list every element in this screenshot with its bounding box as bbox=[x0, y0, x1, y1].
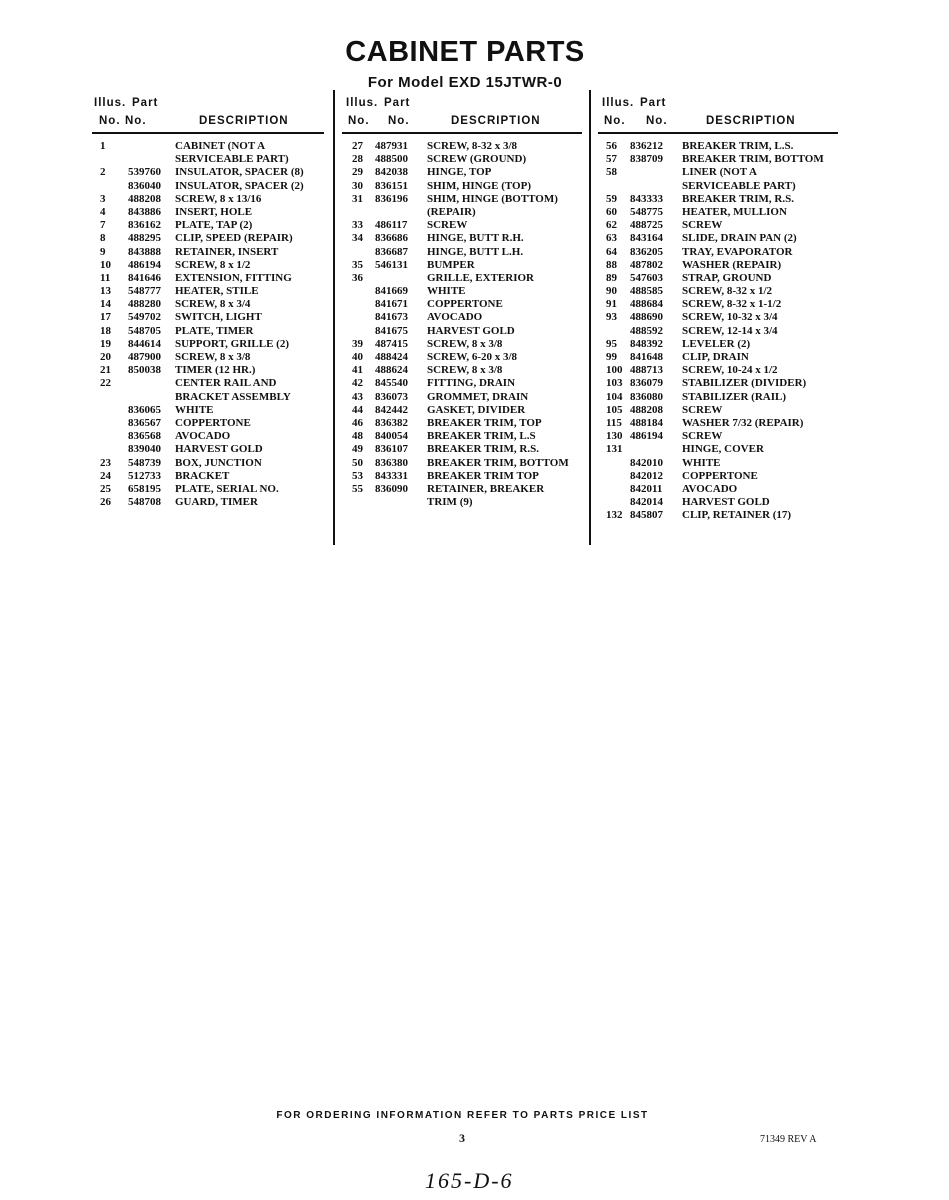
illus-number: 90 bbox=[606, 285, 617, 298]
part-description: HEATER, MULLION bbox=[682, 205, 787, 218]
header-part-no: No. bbox=[388, 115, 410, 127]
part-description: AVOCADO bbox=[427, 311, 483, 324]
part-number: 842012 bbox=[630, 469, 663, 482]
part-number: 486194 bbox=[630, 430, 663, 443]
part-description: SCREW, 8 x 3/8 bbox=[427, 364, 503, 377]
illus-number: 34 bbox=[352, 232, 363, 245]
revision-code: 71349 REV A bbox=[760, 1134, 817, 1145]
part-description: HINGE, BUTT R.H. bbox=[427, 232, 524, 245]
part-description: WHITE bbox=[682, 456, 721, 469]
part-number: 839040 bbox=[128, 443, 161, 456]
part-description: WHITE bbox=[175, 403, 214, 416]
illus-number: 25 bbox=[100, 482, 111, 495]
illus-number: 55 bbox=[352, 482, 363, 495]
page-number: 3 bbox=[459, 1131, 465, 1145]
part-description: GUARD, TIMER bbox=[175, 496, 258, 509]
part-description: SCREW, 8-32 x 1-1/2 bbox=[682, 298, 782, 311]
part-description: (REPAIR) bbox=[427, 205, 476, 218]
illus-number: 35 bbox=[352, 258, 363, 271]
part-number: 841673 bbox=[375, 311, 408, 324]
part-description: SCREW, 8-32 x 3/8 bbox=[427, 140, 518, 152]
header-part: Part bbox=[384, 97, 411, 109]
part-description: COPPERTONE bbox=[427, 298, 503, 311]
illus-number: 14 bbox=[100, 298, 111, 311]
part-description: SCREW, 8 x 3/8 bbox=[175, 351, 251, 363]
part-number: 486194 bbox=[128, 258, 161, 271]
part-number: 488690 bbox=[630, 311, 663, 324]
part-description: GRILLE, EXTERIOR bbox=[427, 271, 534, 284]
part-description: BREAKER TRIM, R.S. bbox=[427, 443, 539, 456]
illus-number: 22 bbox=[100, 377, 111, 390]
illus-number: 24 bbox=[100, 469, 111, 482]
illus-number: 93 bbox=[606, 311, 617, 324]
part-description: RETAINER, INSERT bbox=[175, 245, 279, 258]
part-number: 842014 bbox=[630, 496, 663, 509]
part-description: BRACKET ASSEMBLY bbox=[175, 390, 291, 403]
illus-number: 46 bbox=[352, 416, 363, 429]
part-number: 487931 bbox=[375, 140, 408, 152]
part-description: STABILIZER (RAIL) bbox=[682, 390, 787, 403]
part-description: CENTER RAIL AND bbox=[175, 377, 277, 390]
part-description: SCREW bbox=[682, 430, 723, 443]
header-description: DESCRIPTION bbox=[706, 115, 796, 127]
part-description: SUPPORT, GRILLE (2) bbox=[175, 337, 290, 350]
illus-number: 89 bbox=[606, 271, 617, 284]
part-number: 512733 bbox=[128, 469, 161, 482]
illus-number: 2 bbox=[100, 166, 106, 179]
part-description: COPPERTONE bbox=[682, 469, 758, 482]
illus-number: 48 bbox=[352, 430, 363, 443]
header-description: DESCRIPTION bbox=[199, 115, 289, 127]
part-number: 548775 bbox=[630, 205, 663, 218]
part-description: BREAKER TRIM, BOTTOM bbox=[427, 456, 569, 469]
part-number: 836090 bbox=[375, 482, 408, 495]
part-number: 836687 bbox=[375, 245, 408, 258]
part-description: BREAKER TRIM, L.S. bbox=[682, 140, 794, 152]
illus-number: 57 bbox=[606, 153, 617, 166]
part-description: SCREW, 8 x 13/16 bbox=[175, 192, 262, 205]
part-number: 836040 bbox=[128, 179, 161, 192]
part-number: 488684 bbox=[630, 298, 663, 311]
part-number: 836065 bbox=[128, 403, 161, 416]
illus-number: 49 bbox=[352, 443, 363, 456]
part-description: HINGE, TOP bbox=[427, 166, 492, 179]
ordering-note: FOR ORDERING INFORMATION REFER TO PARTS PRICE LIST bbox=[276, 1110, 649, 1121]
part-number: 836686 bbox=[375, 232, 408, 245]
header-part: Part bbox=[132, 97, 159, 109]
part-number: 836107 bbox=[375, 443, 408, 456]
part-description: LEVELER (2) bbox=[682, 337, 751, 350]
part-description: CLIP, RETAINER (17) bbox=[682, 509, 792, 522]
illus-number: 50 bbox=[352, 456, 363, 469]
part-number: 840054 bbox=[375, 430, 408, 443]
part-number: 836162 bbox=[128, 219, 161, 232]
illus-number: 63 bbox=[606, 232, 617, 245]
illus-number: 88 bbox=[606, 258, 617, 271]
part-description: PLATE, TIMER bbox=[175, 324, 254, 337]
part-number: 487900 bbox=[128, 351, 161, 363]
illus-number: 13 bbox=[100, 285, 111, 298]
part-number: 548777 bbox=[128, 285, 161, 298]
part-number: 488592 bbox=[630, 324, 663, 337]
part-number: 488585 bbox=[630, 285, 663, 298]
part-description: STABILIZER (DIVIDER) bbox=[682, 377, 807, 390]
illus-number: 56 bbox=[606, 140, 617, 152]
part-number: 836380 bbox=[375, 456, 408, 469]
part-description: HEATER, STILE bbox=[175, 285, 259, 298]
illus-number: 58 bbox=[606, 166, 617, 179]
illus-number: 59 bbox=[606, 192, 617, 205]
header-illus-no: No. bbox=[604, 115, 626, 127]
part-number: 836196 bbox=[375, 192, 408, 205]
part-number: 841646 bbox=[128, 271, 161, 284]
part-description: BREAKER TRIM, R.S. bbox=[682, 192, 794, 205]
column-divider bbox=[589, 90, 591, 545]
part-description: CABINET (NOT A bbox=[175, 140, 266, 152]
part-number: 548705 bbox=[128, 324, 161, 337]
header-part-no: No. bbox=[125, 115, 147, 127]
part-number: 842038 bbox=[375, 166, 408, 179]
header-illus-no: No. bbox=[348, 115, 370, 127]
part-description: LINER (NOT A bbox=[682, 166, 757, 179]
part-number: 488500 bbox=[375, 153, 408, 166]
part-number: 845807 bbox=[630, 509, 663, 522]
illus-number: 28 bbox=[352, 153, 363, 166]
part-number: 841671 bbox=[375, 298, 408, 311]
part-description: HINGE, COVER bbox=[682, 443, 764, 456]
part-description: PLATE, TAP (2) bbox=[175, 219, 253, 232]
part-description: BUMPER bbox=[427, 258, 475, 271]
illus-number: 40 bbox=[352, 351, 363, 363]
part-description: SLIDE, DRAIN PAN (2) bbox=[682, 232, 797, 245]
part-description: SCREW, 6-20 x 3/8 bbox=[427, 351, 518, 363]
part-description: SCREW bbox=[427, 219, 468, 232]
part-number: 488295 bbox=[128, 232, 161, 245]
part-number: 842011 bbox=[630, 482, 663, 495]
part-description: WHITE bbox=[427, 285, 466, 298]
illus-number: 41 bbox=[352, 364, 363, 377]
header-illus-no: No. bbox=[99, 115, 121, 127]
page-title: CABINET PARTS bbox=[345, 36, 585, 68]
part-description: WASHER 7/32 (REPAIR) bbox=[682, 416, 804, 429]
part-number: 836151 bbox=[375, 179, 408, 192]
part-description: HARVEST GOLD bbox=[427, 324, 515, 337]
header-rule bbox=[92, 132, 324, 134]
illus-number: 42 bbox=[352, 377, 363, 390]
part-number: 843333 bbox=[630, 192, 663, 205]
illus-number: 26 bbox=[100, 496, 111, 509]
illus-number: 64 bbox=[606, 245, 617, 258]
part-number: 488725 bbox=[630, 219, 663, 232]
part-description: BRACKET bbox=[175, 469, 230, 482]
part-number: 838709 bbox=[630, 153, 663, 166]
part-description: HINGE, BUTT L.H. bbox=[427, 245, 524, 258]
part-number: 836079 bbox=[630, 377, 663, 390]
part-description: SCREW, 12-14 x 3/4 bbox=[682, 324, 778, 337]
part-number: 546131 bbox=[375, 258, 408, 271]
part-description: TIMER (12 HR.) bbox=[175, 364, 256, 377]
part-description: SERVICEABLE PART) bbox=[682, 179, 796, 192]
part-description: AVOCADO bbox=[175, 430, 231, 443]
part-description: SCREW, 8 x 1/2 bbox=[175, 258, 251, 271]
part-number: 843331 bbox=[375, 469, 408, 482]
part-number: 488624 bbox=[375, 364, 408, 377]
illus-number: 3 bbox=[100, 192, 106, 205]
part-number: 836205 bbox=[630, 245, 663, 258]
part-number: 842442 bbox=[375, 403, 408, 416]
illus-number: 7 bbox=[100, 219, 106, 232]
part-number: 848392 bbox=[630, 337, 663, 350]
part-description: SCREW, 8 x 3/4 bbox=[175, 298, 251, 311]
illus-number: 100 bbox=[606, 364, 623, 377]
part-description: SCREW, 10-32 x 3/4 bbox=[682, 311, 778, 324]
header-illus: Illus. bbox=[94, 97, 127, 109]
part-number: 488184 bbox=[630, 416, 663, 429]
part-description: GASKET, DIVIDER bbox=[427, 403, 526, 416]
illus-number: 91 bbox=[606, 298, 617, 311]
part-description: BREAKER TRIM, TOP bbox=[427, 416, 542, 429]
part-number: 836080 bbox=[630, 390, 663, 403]
illus-number: 115 bbox=[606, 416, 622, 429]
part-number: 842010 bbox=[630, 456, 663, 469]
part-description: BREAKER TRIM, L.S bbox=[427, 430, 536, 443]
part-number: 841675 bbox=[375, 324, 408, 337]
illus-number: 62 bbox=[606, 219, 617, 232]
header-rule bbox=[598, 132, 838, 134]
part-number: 836568 bbox=[128, 430, 161, 443]
illus-number: 17 bbox=[100, 311, 111, 324]
part-number: 836567 bbox=[128, 416, 161, 429]
part-number: 486117 bbox=[375, 219, 408, 232]
illus-number: 53 bbox=[352, 469, 363, 482]
header-part-no: No. bbox=[646, 115, 668, 127]
illus-number: 130 bbox=[606, 430, 623, 443]
part-description: BREAKER TRIM, BOTTOM bbox=[682, 153, 824, 166]
part-number: 841669 bbox=[375, 285, 408, 298]
illus-number: 104 bbox=[606, 390, 623, 403]
part-number: 547603 bbox=[630, 271, 663, 284]
part-description: SWITCH, LIGHT bbox=[175, 311, 262, 324]
illus-number: 1 bbox=[100, 140, 106, 152]
illus-number: 8 bbox=[100, 232, 106, 245]
part-number: 836382 bbox=[375, 416, 408, 429]
illus-number: 27 bbox=[352, 140, 363, 152]
part-number: 548708 bbox=[128, 496, 161, 509]
illus-number: 29 bbox=[352, 166, 363, 179]
part-description: INSERT, HOLE bbox=[175, 205, 253, 218]
part-number: 487415 bbox=[375, 337, 408, 350]
part-number: 841648 bbox=[630, 351, 663, 363]
illus-number: 99 bbox=[606, 351, 617, 363]
illus-number: 95 bbox=[606, 337, 617, 350]
part-number: 836073 bbox=[375, 390, 408, 403]
part-number: 850038 bbox=[128, 364, 161, 377]
part-description: BREAKER TRIM TOP bbox=[427, 469, 539, 482]
part-number: 843888 bbox=[128, 245, 161, 258]
part-description: EXTENSION, FITTING bbox=[175, 271, 292, 284]
illus-number: 103 bbox=[606, 377, 623, 390]
part-number: 488424 bbox=[375, 351, 408, 363]
part-description: SHIM, HINGE (BOTTOM) bbox=[427, 192, 558, 205]
part-description: HARVEST GOLD bbox=[682, 496, 770, 509]
illus-number: 10 bbox=[100, 258, 111, 271]
part-description: SERVICEABLE PART) bbox=[175, 153, 289, 166]
part-description: SCREW, 8 x 3/8 bbox=[427, 337, 503, 350]
part-number: 549702 bbox=[128, 311, 161, 324]
part-description: FITTING, DRAIN bbox=[427, 377, 516, 390]
part-description: TRAY, EVAPORATOR bbox=[682, 245, 793, 258]
illus-number: 43 bbox=[352, 390, 363, 403]
model-subtitle: For Model EXD 15JTWR-0 bbox=[367, 74, 563, 91]
illus-number: 131 bbox=[606, 443, 623, 456]
illus-number: 33 bbox=[352, 219, 363, 232]
part-number: 488713 bbox=[630, 364, 663, 377]
part-number: 488280 bbox=[128, 298, 161, 311]
illus-number: 30 bbox=[352, 179, 363, 192]
part-description: PLATE, SERIAL NO. bbox=[175, 482, 279, 495]
illus-number: 9 bbox=[100, 245, 106, 258]
part-number: 658195 bbox=[128, 482, 161, 495]
part-number: 844614 bbox=[128, 337, 161, 350]
part-description: GROMMET, DRAIN bbox=[427, 390, 529, 403]
part-number: 539760 bbox=[128, 166, 161, 179]
part-number: 488208 bbox=[128, 192, 161, 205]
illus-number: 39 bbox=[352, 337, 363, 350]
part-description: RETAINER, BREAKER bbox=[427, 482, 545, 495]
illus-number: 4 bbox=[100, 205, 106, 218]
part-description: SCREW, 8-32 x 1/2 bbox=[682, 285, 773, 298]
part-description: SCREW bbox=[682, 219, 723, 232]
part-description: COPPERTONE bbox=[175, 416, 251, 429]
illus-number: 11 bbox=[100, 271, 111, 284]
part-description: AVOCADO bbox=[682, 482, 738, 495]
header-rule bbox=[342, 132, 582, 134]
illus-number: 18 bbox=[100, 324, 111, 337]
part-description: WASHER (REPAIR) bbox=[682, 258, 782, 271]
header-illus: Illus. bbox=[602, 97, 635, 109]
part-number: 845540 bbox=[375, 377, 408, 390]
part-description: SHIM, HINGE (TOP) bbox=[427, 179, 532, 192]
part-description: STRAP, GROUND bbox=[682, 271, 772, 284]
part-description: CLIP, SPEED (REPAIR) bbox=[175, 232, 293, 245]
part-number: 836212 bbox=[630, 140, 663, 152]
illus-number: 132 bbox=[606, 509, 623, 522]
illus-number: 36 bbox=[352, 271, 363, 284]
illus-number: 21 bbox=[100, 364, 111, 377]
part-number: 548739 bbox=[128, 456, 161, 469]
header-illus: Illus. bbox=[346, 97, 379, 109]
part-description: SCREW (GROUND) bbox=[427, 153, 527, 166]
part-number: 488208 bbox=[630, 403, 663, 416]
illus-number: 23 bbox=[100, 456, 111, 469]
illus-number: 31 bbox=[352, 192, 363, 205]
header-description: DESCRIPTION bbox=[451, 115, 541, 127]
illus-number: 19 bbox=[100, 337, 111, 350]
part-description: BOX, JUNCTION bbox=[175, 456, 262, 469]
part-description: INSULATOR, SPACER (8) bbox=[175, 166, 304, 179]
part-description: INSULATOR, SPACER (2) bbox=[175, 179, 304, 192]
part-number: 843164 bbox=[630, 232, 663, 245]
part-description: TRIM (9) bbox=[427, 496, 473, 509]
part-description: SCREW bbox=[682, 403, 723, 416]
part-number: 487802 bbox=[630, 258, 663, 271]
part-description: SCREW, 10-24 x 1/2 bbox=[682, 364, 778, 377]
handwritten-note: 165-D-6 bbox=[425, 1168, 514, 1193]
illus-number: 20 bbox=[100, 351, 111, 363]
illus-number: 105 bbox=[606, 403, 623, 416]
part-description: HARVEST GOLD bbox=[175, 443, 263, 456]
header-part: Part bbox=[640, 97, 667, 109]
illus-number: 44 bbox=[352, 403, 363, 416]
part-description: CLIP, DRAIN bbox=[682, 351, 749, 363]
column-divider bbox=[333, 90, 335, 545]
illus-number: 60 bbox=[606, 205, 617, 218]
part-number: 843886 bbox=[128, 205, 161, 218]
